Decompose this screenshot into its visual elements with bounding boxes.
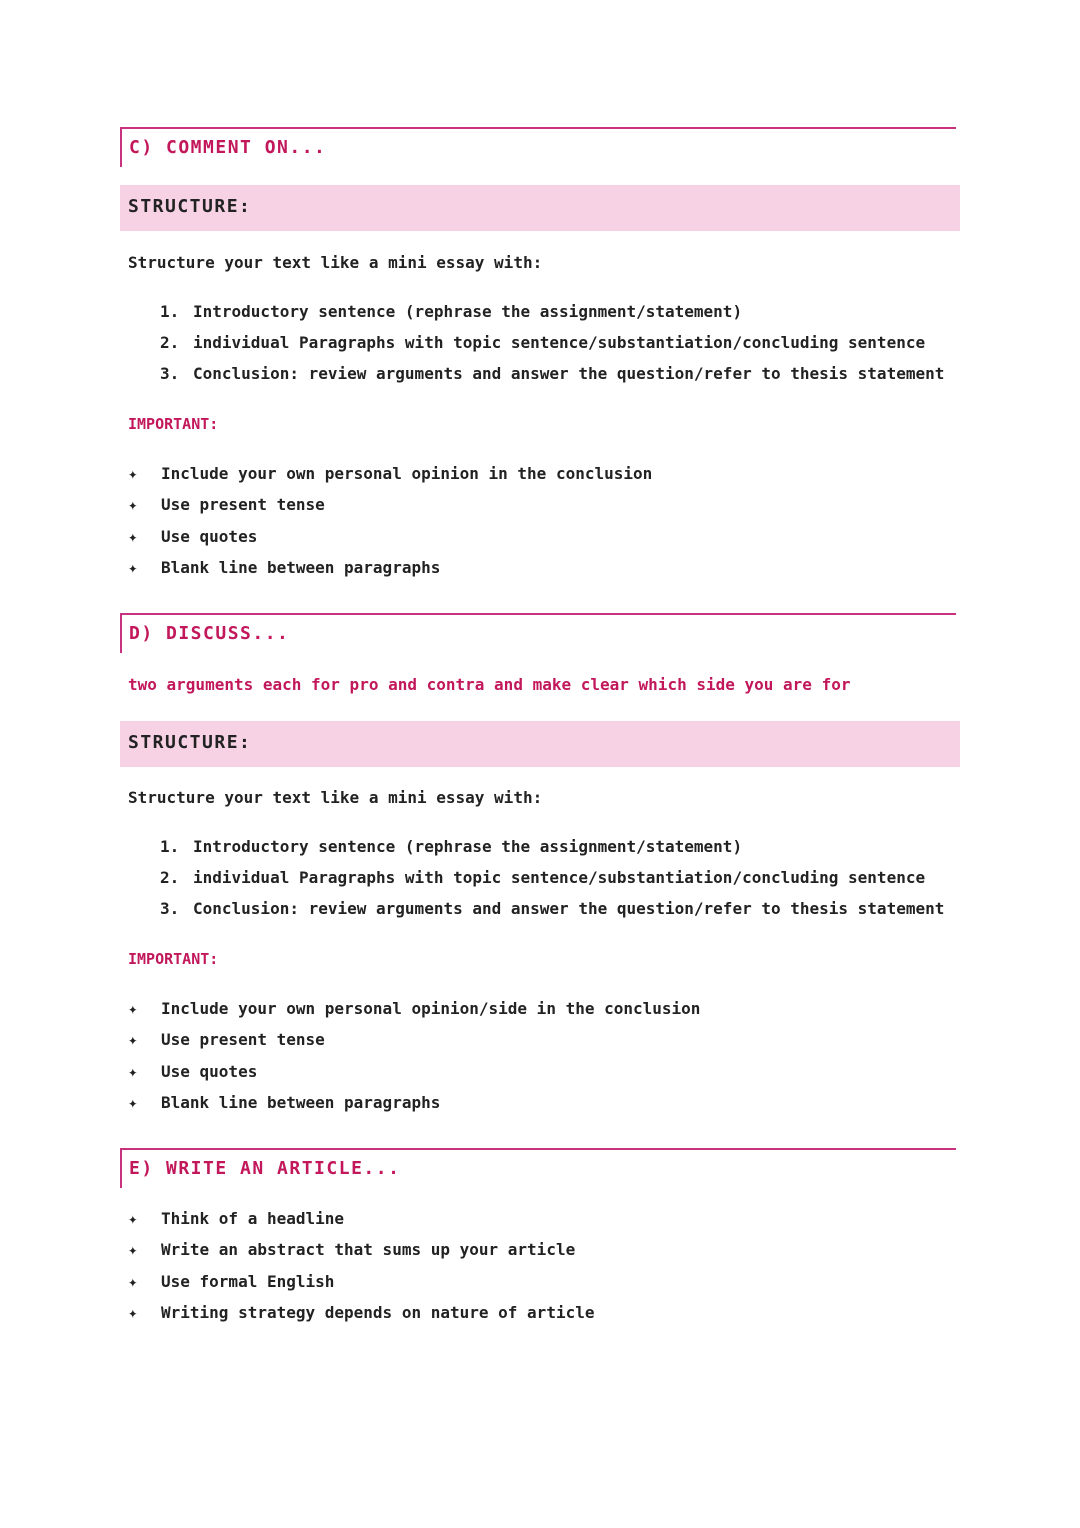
section-d-important-label: IMPORTANT: bbox=[128, 950, 219, 968]
star-bullet-icon: ✦ bbox=[128, 1092, 138, 1112]
section-c-structure-bar bbox=[120, 185, 960, 231]
star-bullet-icon: ✦ bbox=[128, 1240, 138, 1260]
section-e-heading bbox=[120, 1148, 956, 1188]
star-bullet-icon: ✦ bbox=[128, 464, 138, 483]
section-d-steps bbox=[160, 837, 944, 930]
section-d-structure-label: STRUCTURE: bbox=[128, 732, 252, 753]
bullet-item: ✦ Write an abstract that sums up your article bbox=[128, 1240, 576, 1260]
star-bullet-icon: ✦ bbox=[128, 526, 138, 546]
bullet-item: ✦ Use present tense bbox=[128, 1030, 325, 1050]
section-d-structure-bar bbox=[120, 721, 960, 767]
section-d-bullets bbox=[128, 999, 700, 1124]
star-bullet-icon: ✦ bbox=[128, 1209, 138, 1228]
section-c-important-label: IMPORTANT: bbox=[128, 415, 219, 433]
bullet-item: ✦ Use formal English bbox=[128, 1271, 335, 1291]
star-bullet-icon: ✦ bbox=[128, 1302, 138, 1322]
bullet-item: ✦ Writing strategy depends on nature of article bbox=[128, 1302, 595, 1322]
section-c-bullets bbox=[128, 464, 652, 589]
section-c-intro: Structure your text like a mini essay with: bbox=[128, 253, 543, 272]
bullet-item: ✦ Blank line between paragraphs bbox=[128, 1092, 441, 1112]
bullet-item: ✦ Use present tense bbox=[128, 495, 325, 515]
star-bullet-icon: ✦ bbox=[128, 1061, 138, 1081]
bullet-item: ✦ Think of a headline bbox=[128, 1209, 345, 1228]
step-item: 1. Introductory sentence (rephrase the assignment/statement) bbox=[160, 837, 743, 856]
star-bullet-icon: ✦ bbox=[128, 557, 138, 577]
section-c-steps bbox=[160, 302, 944, 395]
step-item: 2. individual Paragraphs with topic sentence/substantiation/concluding sentence bbox=[160, 333, 926, 352]
section-c-structure-label: STRUCTURE: bbox=[128, 196, 252, 217]
star-bullet-icon: ✦ bbox=[128, 1271, 138, 1291]
bullet-item: ✦ Use quotes bbox=[128, 1061, 258, 1081]
bullet-item: ✦ Use quotes bbox=[128, 526, 258, 546]
step-item: 2. individual Paragraphs with topic sentence/substantiation/concluding sentence bbox=[160, 868, 926, 887]
section-e-title: E) WRITE AN ARTICLE... bbox=[129, 1158, 401, 1179]
step-item: 3. Conclusion: review arguments and answer the question/refer to thesis statement bbox=[160, 364, 945, 383]
section-c-title: C) COMMENT ON... bbox=[129, 137, 327, 158]
section-c-heading bbox=[120, 127, 956, 167]
star-bullet-icon: ✦ bbox=[128, 999, 138, 1018]
bullet-item: ✦ Include your own personal opinion in the conclusion bbox=[128, 464, 653, 483]
star-bullet-icon: ✦ bbox=[128, 1030, 138, 1050]
section-d-intro: Structure your text like a mini essay with: bbox=[128, 788, 543, 807]
step-item: 3. Conclusion: review arguments and answer the question/refer to thesis statement bbox=[160, 899, 945, 918]
section-d-subtitle: two arguments each for pro and contra and make clear which side you are for bbox=[128, 675, 851, 694]
section-e-bullets bbox=[128, 1209, 594, 1334]
star-bullet-icon: ✦ bbox=[128, 495, 138, 515]
bullet-item: ✦ Blank line between paragraphs bbox=[128, 557, 441, 577]
section-d-heading bbox=[120, 613, 956, 653]
section-d-title: D) DISCUSS... bbox=[129, 623, 290, 644]
step-item: 1. Introductory sentence (rephrase the assignment/statement) bbox=[160, 302, 743, 321]
bullet-item: ✦ Include your own personal opinion/side in the conclusion bbox=[128, 999, 701, 1018]
